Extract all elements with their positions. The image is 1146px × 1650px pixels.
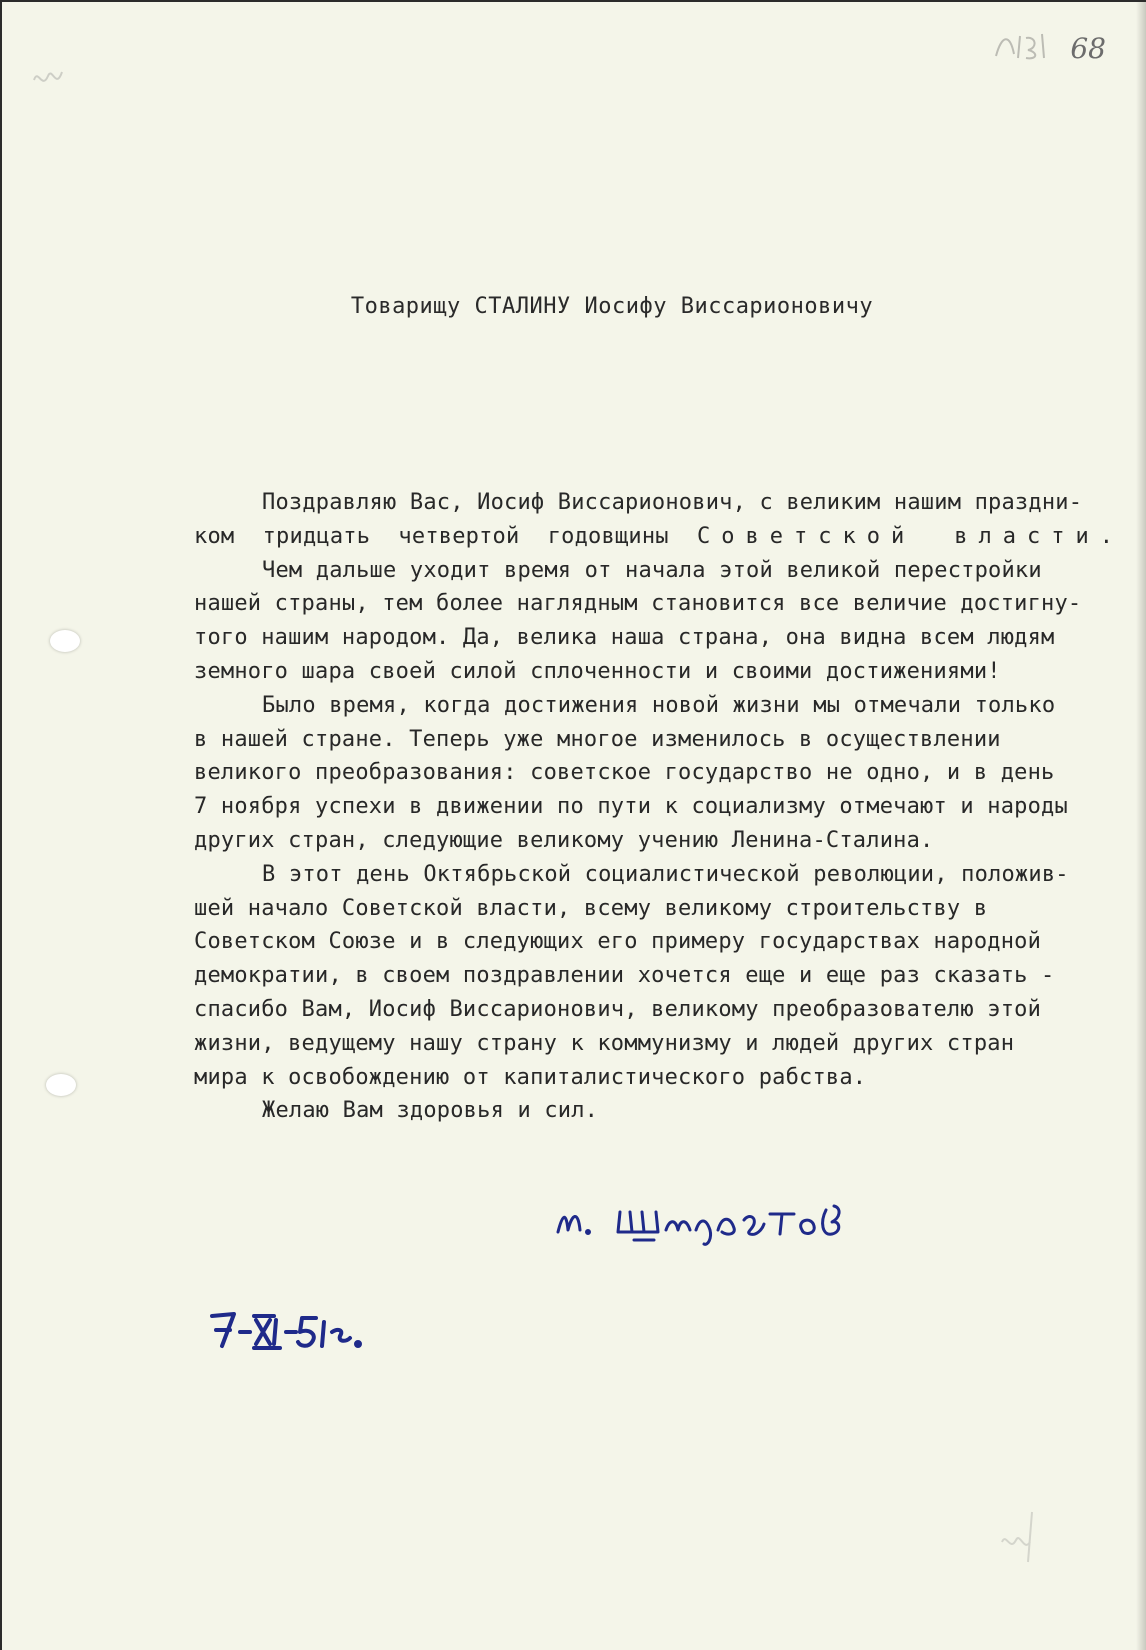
handwritten-date <box>208 1304 368 1360</box>
body-line: нашей страны, тем более наглядным становится все величие достигну- <box>194 591 1082 617</box>
faint-pencil-mark-icon <box>30 60 80 100</box>
addressee-heading: Товарищу СТАЛИНУ Иосифу Виссарионовичу <box>350 294 874 319</box>
archive-page-number: 68 <box>1070 32 1106 65</box>
closing-line: Желаю Вам здоровья и сил. <box>262 1098 599 1124</box>
letter-body <box>194 486 1124 1128</box>
spaced-emphasis-text: Советской власти. <box>697 523 1124 549</box>
body-line: 7 ноября успехи в движении по пути к социализму отмечают и народы <box>194 794 1068 820</box>
body-line: мира к освобождению от капиталистического рабства. <box>194 1064 867 1090</box>
faint-archive-stamp-icon <box>992 28 1052 64</box>
body-line: других стран, следующие великому учению Ленина-Сталина. <box>194 827 934 853</box>
body-line: демократии, в своем поздравлении хочется еще и еще раз сказать - <box>194 963 1055 989</box>
body-line: Чем дальше уходит время от начала этой великой перестройки <box>262 557 1042 583</box>
punch-hole <box>50 630 80 652</box>
body-line: шей начало Советской власти, всему великому строительству в <box>194 895 988 921</box>
body-line: того нашим народом. Да, велика наша страна, она видна всем людям <box>194 625 1055 651</box>
handwritten-signature <box>550 1190 880 1250</box>
body-line: В этот день Октябрьской социалистической революции, положив- <box>262 861 1069 887</box>
body-line: Советском Союзе и в следующих его примеру государствах народной <box>194 929 1042 955</box>
body-line: Было время, когда достижения новой жизни мы отмечали только <box>262 692 1056 718</box>
body-line: в нашей стране. Теперь уже многое изменилось в осуществлении <box>194 726 1001 752</box>
body-line: великого преобразования: советское государство не одно, и в день <box>194 760 1055 786</box>
body-line: Поздравляю Вас, Иосиф Виссарионович, с великим нашим праздни- <box>262 490 1083 515</box>
faint-pencil-note-icon <box>992 1502 1052 1572</box>
punch-hole <box>46 1074 76 1096</box>
body-line-text: ком тридцать четвертой годовщины <box>194 523 697 549</box>
body-line: жизни, ведущему нашу страну к коммунизму и людей других стран <box>194 1030 1015 1056</box>
body-line: спасибо Вам, Иосиф Виссарионович, великому преобразователю этой <box>194 996 1042 1022</box>
body-line <box>194 520 1124 554</box>
body-line: земного шара своей силой сплоченности и своими достижениями! <box>194 658 1001 684</box>
